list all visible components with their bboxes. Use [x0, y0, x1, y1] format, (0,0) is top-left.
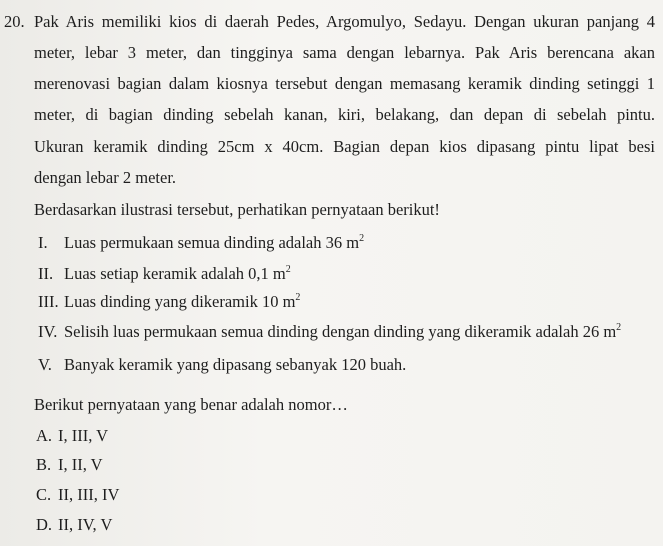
option-c[interactable]: [36, 485, 119, 505]
option-d[interactable]: [36, 515, 112, 535]
paragraph-line-1: Pak Aris memiliki kios di daerah Pedes, Argomulyo, Sedayu. Dengan ukuran panjang 4: [34, 12, 655, 31]
statement-3: [38, 292, 300, 312]
question-prompt: Berikut pernyataan yang benar adalah nomor…: [34, 395, 348, 414]
paragraph-line-2: meter, lebar 3 meter, dan tingginya sama dengan lebarnya. Pak Aris berencana akan: [34, 43, 655, 62]
paragraph-line-3: merenovasi bagian dalam kiosnya tersebut dengan memasang keramik dinding setinggi 1: [34, 74, 655, 93]
statement-number: IV.: [38, 322, 58, 341]
statement-2: [38, 264, 291, 284]
superscript: 2: [616, 322, 622, 333]
statement-text: Luas dinding yang dikeramik 10 m: [64, 292, 296, 311]
instruction-text: Berdasarkan ilustrasi tersebut, perhatikan pernyataan berikut!: [34, 200, 440, 219]
option-letter: C.: [36, 485, 52, 504]
statement-4: [38, 322, 621, 342]
statement-1: [38, 233, 364, 253]
statement-text: Luas setiap keramik adalah 0,1 m: [64, 264, 286, 283]
paragraph-line-6: dengan lebar 2 meter.: [34, 168, 177, 187]
superscript: 2: [295, 292, 301, 303]
statement-text: Luas permukaan semua dinding adalah 36 m: [64, 233, 360, 252]
option-text: II, III, IV: [58, 485, 120, 504]
option-text: II, IV, V: [58, 515, 113, 534]
superscript: 2: [285, 264, 291, 275]
statement-text: Selisih luas permukaan semua dinding dengan dinding yang dikeramik adalah 26 m: [64, 322, 617, 341]
option-letter: A.: [36, 426, 53, 445]
option-text: I, III, V: [58, 426, 109, 445]
paragraph-line-5: Ukuran keramik dinding 25cm x 40cm. Bagian depan kios dipasang pintu lipat besi: [34, 137, 655, 156]
option-text: I, II, V: [58, 455, 103, 474]
option-a[interactable]: [36, 426, 108, 446]
paragraph-line-4: meter, di bagian dinding sebelah kanan, kiri, belakang, dan depan di sebelah pintu.: [34, 105, 655, 124]
statement-number: II.: [38, 264, 54, 283]
superscript: 2: [359, 233, 365, 244]
question-number: 20.: [4, 12, 25, 31]
statement-number: III.: [38, 292, 59, 311]
statement-number: I.: [38, 233, 48, 252]
statement-text: Banyak keramik yang dipasang sebanyak 120 buah.: [64, 355, 407, 374]
statement-number: V.: [38, 355, 52, 374]
option-letter: B.: [36, 455, 52, 474]
option-letter: D.: [36, 515, 53, 534]
statement-5: [38, 355, 406, 375]
option-b[interactable]: [36, 455, 103, 475]
